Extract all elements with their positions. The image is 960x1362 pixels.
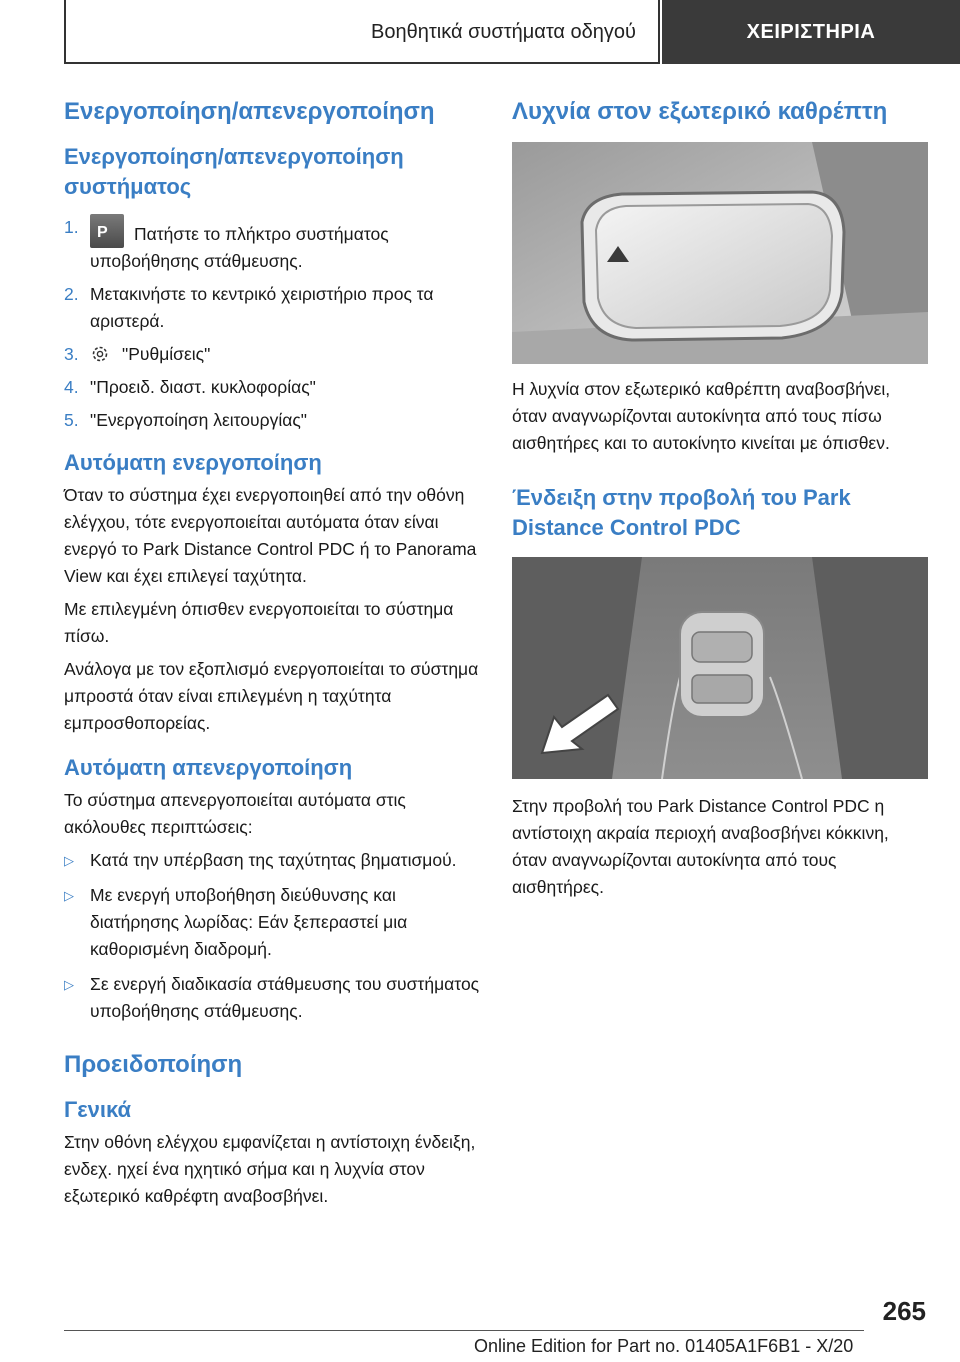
step-text: "Προειδ. διαστ. κυκλοφορίας" [90,377,316,397]
mirror-light-paragraph: Η λυχνία στον εξωτερικό καθρέπτη αναβοσβήνει, όταν αναγνωρίζονται αυτοκίνητα από τους πίσω αισθητήρες και το αυτοκίνητο κινείται με όπισθεν. [512,379,891,453]
step-number: 3. [64,344,79,364]
heading-auto-deactivation: Αυτόματη απενεργοποίηση [64,755,353,780]
footer-edition-text: Online Edition for Part no. 01405A1F6B1 - X/20 [474,1336,854,1356]
step-number: 5. [64,410,79,430]
step-text: "Ενεργοποίηση λειτουργίας" [90,410,307,430]
step-text: "Ρυθμίσεις" [122,344,211,364]
list-item [64,341,484,368]
heading-activation-system: Ενεργοποίηση/απενεργοποίηση συστήματος [64,144,404,199]
front-system-paragraph: Ανάλογα με τον εξοπλισμό ενεργοποιείται το σύστημα μπροστά όταν είναι επιλεγμένη η ταχύτητα εμπροσθοπορείας. [64,659,479,733]
mirror-light-image [512,142,928,364]
auto-activation-paragraph: Όταν το σύστημα έχει ενεργοποιηθεί από την οθόνη ελέγχου, τότε ενεργοποιείται αυτόματα όταν είναι ενεργό το Park Distance Control PDC ή το Panorama View και έχει επιλεγεί ταχύτητα. [64,485,477,586]
triangle-bullet-icon: ▷ [64,853,74,868]
list-item [64,281,484,335]
list-item [64,847,484,874]
header-section-title: Βοηθητικά συστήματα οδηγού [371,20,636,43]
bullet-text: Σε ενεργή διαδικασία στάθμευσης του συστήματος υποβοήθησης στάθμευσης. [90,974,480,1021]
heading-pdc-display: Ένδειξη στην προβολή του Park Distance Control PDC [512,485,851,540]
pdc-display-paragraph: Στην προβολή του Park Distance Control PDC η αντίστοιχη ακραία περιοχή αναβοσβήνει κόκκινη, όταν αναγνωρίζονται αυτοκίνητα από τους αισθητήρες. [512,796,889,897]
triangle-bullet-icon: ▷ [64,977,74,992]
gear-icon [90,344,110,364]
heading-activation: Ενεργοποίηση/απενεργοποίηση [64,98,435,125]
pdc-view-illustration [512,557,928,779]
deactivation-bullets [64,847,484,1025]
heading-general: Γενικά [64,1097,132,1122]
header-chapter-tab: ΧΕΙΡΙΣΤΗΡΙΑ [662,0,960,64]
footer-divider [64,1330,864,1331]
list-item [64,407,484,434]
step-text: Μετακινήστε το κεντρικό χειριστήριο προς τα αριστερά. [90,284,434,331]
step-number: 1. [64,217,79,237]
bullet-text: Κατά την υπέρβαση της ταχύτητας βηματισμού. [90,850,457,870]
bullet-text: Με ενεργή υποβοήθηση διεύθυνσης και διατήρησης λωρίδας: Εάν ξεπεραστεί μια καθορισμένη διαδρομή. [90,885,408,959]
right-column [512,96,928,901]
general-paragraph: Στην οθόνη ελέγχου εμφανίζεται η αντίστοιχη ένδειξη, ενδεχ. ηχεί ένα ηχητικό σήμα και η λυχνία στον εξωτερικό καθρέφτη αναβοσβήνει. [64,1132,476,1206]
side-mirror-illustration [512,142,928,364]
list-item [64,374,484,401]
step-number: 2. [64,284,79,304]
step-text: Πατήστε το πλήκτρο συστήματος υποβοήθησης στάθμευσης. [90,224,389,271]
heading-auto-activation: Αυτόματη ενεργοποίηση [64,450,322,475]
list-item [64,214,484,275]
page-number: 265 [882,1296,926,1326]
list-item [64,971,484,1025]
heading-warning: Προειδοποίηση [64,1051,243,1078]
heading-mirror-light: Λυχνία στον εξωτερικό καθρέπτη [512,98,888,125]
reverse-gear-paragraph: Με επιλεγμένη όπισθεν ενεργοποιείται το σύστημα πίσω. [64,599,454,646]
list-item [64,882,484,963]
steps-list [64,214,484,434]
auto-deactivation-intro: Το σύστημα απενεργοποιείται αυτόματα στις ακόλουθες περιπτώσεις: [64,790,406,837]
step-number: 4. [64,377,79,397]
left-column [64,96,484,1210]
triangle-bullet-icon: ▷ [64,888,74,903]
pdc-button-icon: P [90,214,124,248]
pdc-display-image [512,557,928,779]
